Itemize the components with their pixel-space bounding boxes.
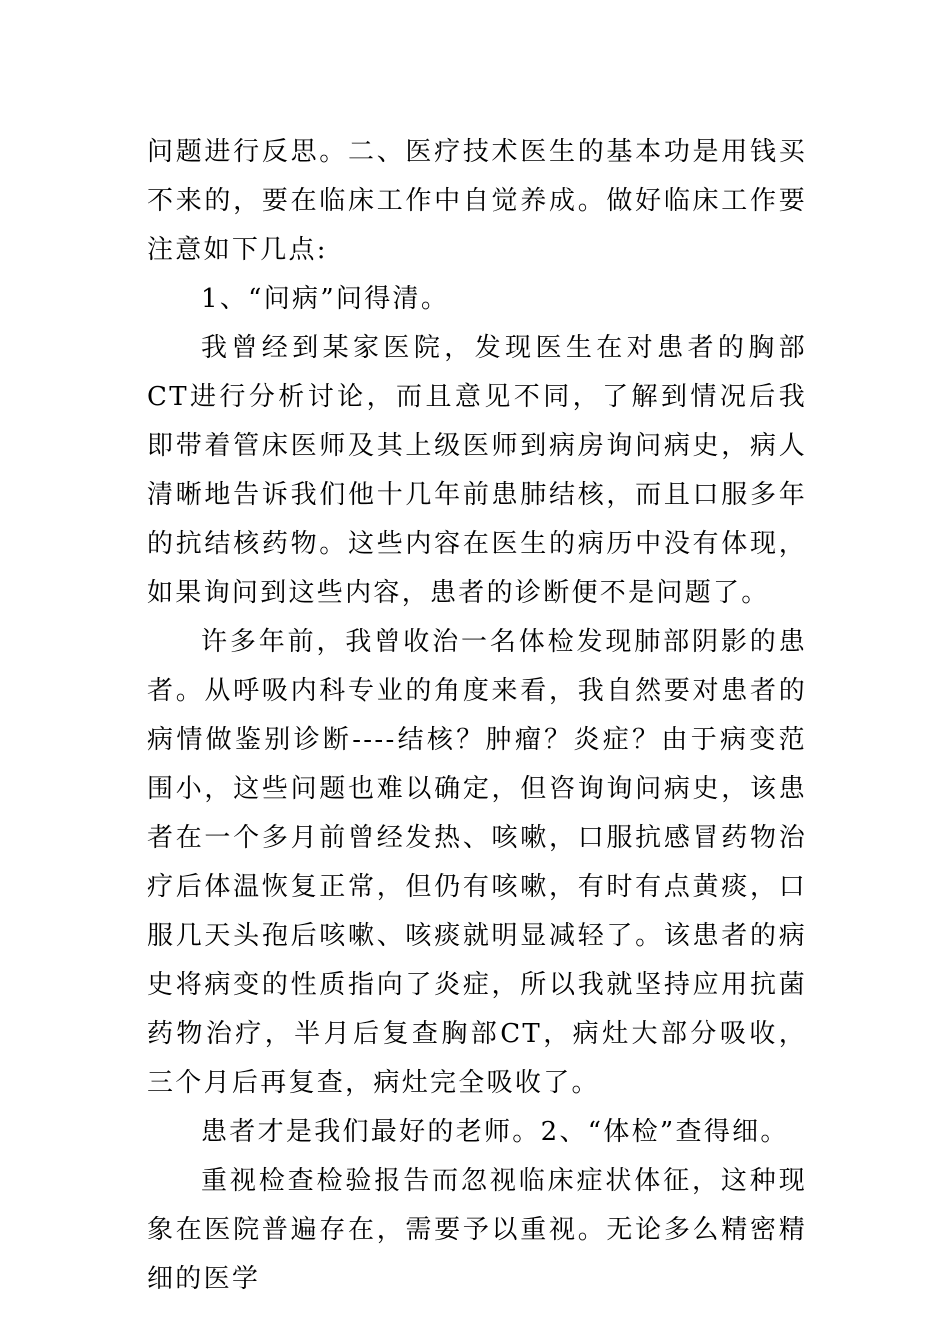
paragraph-exam-reports: 重视检查检验报告而忽视临床症状体征，这种现象在医院普遍存在，需要予以重视。无论多么精密精细的医学 <box>147 1166 807 1294</box>
paragraph-lung-shadow-case: 许多年前，我曾收治一名体检发现肺部阴影的患者。从呼吸内科专业的角度来看，我自然要对患者的病情做鉴别诊断----结核？肿瘤？炎症？由于病变范围小，这些问题也难以确定，但咨询询问病史，该患者在一个多月前曾经发热、咳嗽，口服抗感冒药物治疗后体温恢复正常，但仍有咳嗽，有时有点黄痰，口服几天头孢后咳嗽、咳痰就明显减轻了。该患者的病史将病变的性质指向了炎症，所以我就坚持应用抗菌药物治疗，半月后复查胸部CT，病灶大部分吸收，三个月后再复查，病灶完全吸收了。 <box>147 627 807 1098</box>
paragraph-heading-2: 患者才是我们最好的老师。2、“体检”查得细。 <box>201 1117 789 1147</box>
paragraph-heading-1: 1、“问病”问得清。 <box>201 284 450 314</box>
document-page <box>147 128 807 1304</box>
paragraph-intro: 问题进行反思。二、医疗技术医生的基本功是用钱买不来的，要在临床工作中自觉养成。做好临床工作要注意如下几点: <box>147 137 807 265</box>
paragraph-ct-case: 我曾经到某家医院，发现医生在对患者的胸部CT进行分析讨论，而且意见不同，了解到情况后我即带着管床医师及其上级医师到病房询问病史，病人清晰地告诉我们他十几年前患肺结核，而且口服多年的抗结核药物。这些内容在医生的病历中没有体现，如果询问到这些内容，患者的诊断便不是问题了。 <box>147 333 807 608</box>
